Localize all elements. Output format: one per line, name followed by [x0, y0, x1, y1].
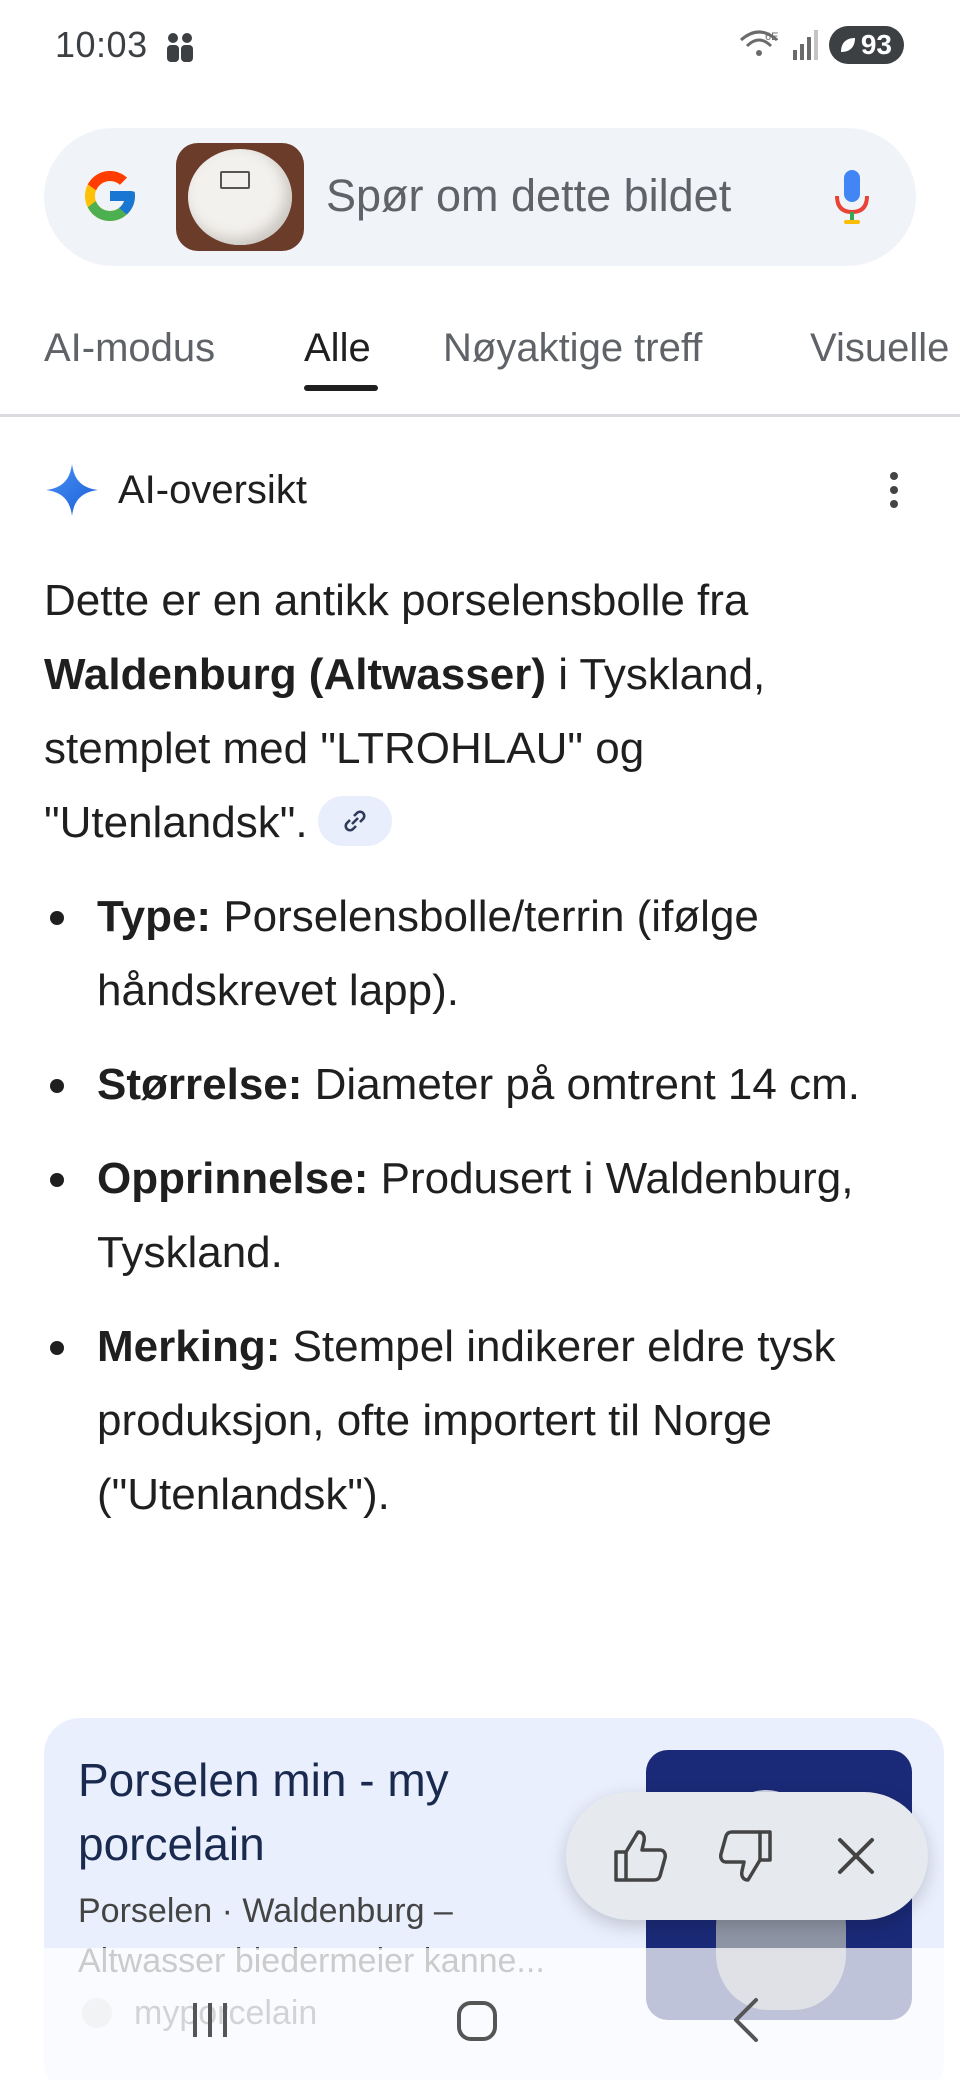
- list-item: [44, 1310, 924, 1532]
- close-icon[interactable]: [828, 1828, 884, 1884]
- battery-level: 93: [860, 29, 892, 60]
- image-thumbnail[interactable]: [176, 143, 304, 251]
- tabs-divider: [0, 414, 960, 417]
- tab-exact-matches[interactable]: Nøyaktige treff: [443, 326, 703, 370]
- ai-overview-paragraph: [44, 564, 914, 860]
- search-input[interactable]: Spør om dette bildet: [326, 170, 732, 221]
- intro-text-2: i Tyskland, stemplet med "LTROHLAU" og "Utenlandsk".: [44, 650, 766, 847]
- tab-visual[interactable]: Visuelle: [810, 326, 950, 370]
- link-icon: [340, 806, 370, 836]
- bullet-label: Opprinnelse:: [97, 1154, 369, 1203]
- more-options-icon[interactable]: [884, 470, 904, 510]
- source-card-meta: Porselen · Waldenburg –: [78, 1892, 453, 1930]
- thumbs-down-icon[interactable]: [716, 1826, 776, 1886]
- recent-apps-icon[interactable]: [190, 2000, 230, 2040]
- ai-overview-bullets: [44, 880, 924, 1552]
- intro-bold: Waldenburg (Altwasser): [44, 650, 546, 699]
- bullet-text: Diameter på omtrent 14 cm.: [302, 1060, 860, 1109]
- status-icons: [739, 26, 904, 64]
- active-tab-indicator: [304, 385, 378, 391]
- leaf-icon: [839, 36, 857, 54]
- mic-icon[interactable]: [832, 168, 872, 228]
- bullet-text: Produsert i Waldenburg, Tyskland.: [97, 1154, 854, 1277]
- bullet-label: Type:: [97, 892, 212, 941]
- list-item: [44, 1142, 924, 1290]
- source-card-title[interactable]: Porselen min - my porcelain: [78, 1754, 449, 1870]
- list-item: [44, 1048, 924, 1122]
- back-icon[interactable]: [732, 1996, 760, 2044]
- wifi-icon: [739, 26, 783, 64]
- status-time: 10:03: [55, 24, 148, 65]
- tab-ai-mode[interactable]: AI-modus: [44, 326, 216, 370]
- tab-all[interactable]: Alle: [304, 326, 371, 370]
- people-icon: [163, 30, 197, 64]
- intro-text: Dette er en antikk porselensbolle fra: [44, 576, 749, 625]
- battery-icon: [829, 26, 904, 64]
- bullet-text: Stempel indikerer eldre tysk produksjon, ofte importert til Norge ("Utenlandsk").: [97, 1322, 836, 1519]
- signal-icon: [793, 30, 819, 60]
- list-item: [44, 880, 924, 1028]
- source-link-chip[interactable]: [318, 796, 392, 846]
- svg-text:6E: 6E: [764, 31, 779, 43]
- bullet-label: Størrelse:: [97, 1060, 303, 1109]
- ai-overview-title: AI-oversikt: [118, 468, 307, 512]
- ai-sparkle-icon: [44, 462, 100, 518]
- bullet-text: Porselensbolle/terrin (ifølge håndskrevet lapp).: [97, 892, 759, 1015]
- home-icon[interactable]: [456, 2000, 498, 2042]
- thumbs-up-icon[interactable]: [610, 1826, 670, 1886]
- google-logo[interactable]: [80, 166, 140, 226]
- bullet-label: Merking:: [97, 1322, 281, 1371]
